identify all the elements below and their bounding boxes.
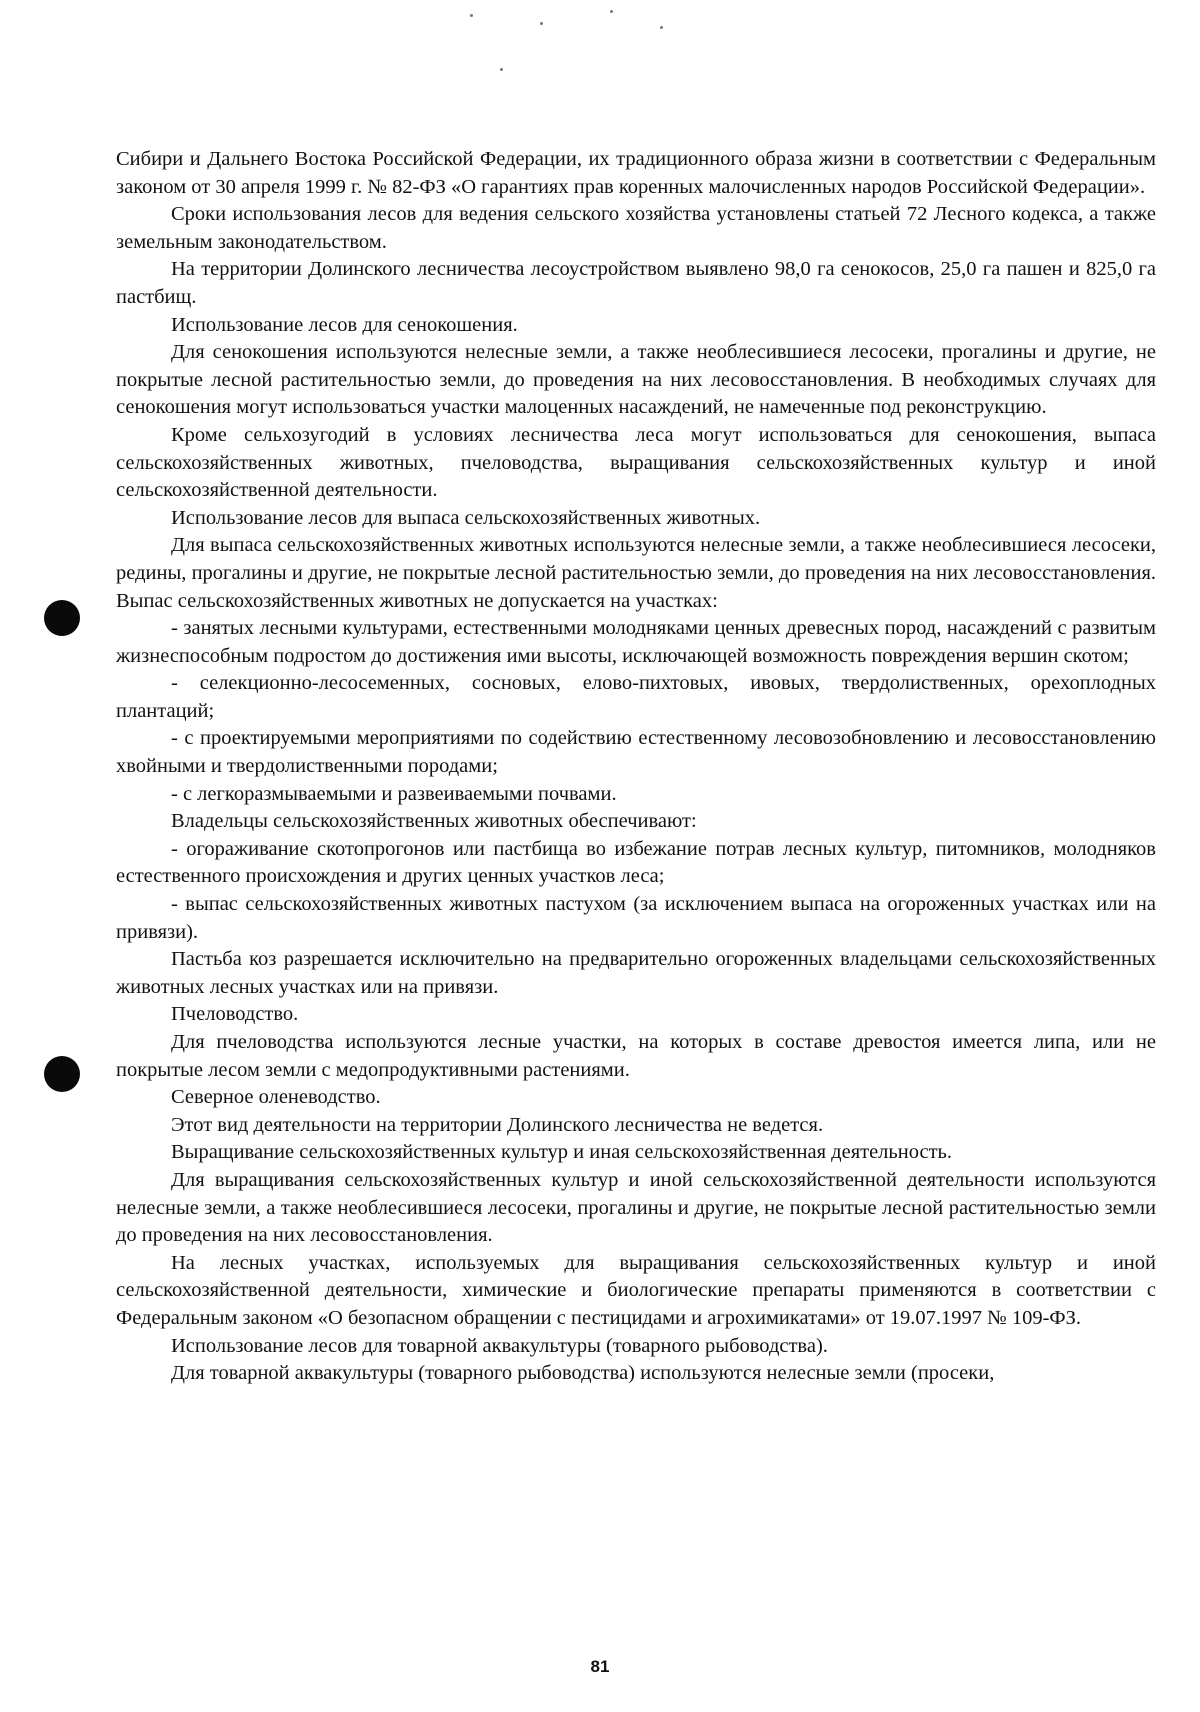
section-heading: Использование лесов для товарной аквакультуры (товарного рыбоводства).	[171, 1334, 828, 1357]
paragraph: Для выращивания сельскохозяйственных культур и иной сельскохозяйственной деятельности используются нелесные земли, а также необлесившиеся лесосеки, прогалины и другие, не покрытые лесной растительностью земли до проведения на них лесовосстановления.	[116, 1168, 1156, 1247]
scan-speck	[540, 22, 543, 25]
list-item: - огораживание скотопрогонов или пастбища во избежание потрав лесных культур, питомников, молодняков естественного происхождения и других ценных участков леса;	[116, 837, 1156, 888]
paragraph: Сибири и Дальнего Востока Российской Федерации, их традиционного образа жизни в соответствии с Федеральным законом от 30 апреля 1999 г. № 82-ФЗ «О гарантиях прав коренных малочисленных народов Российской Федерации».	[116, 148, 1156, 198]
scan-speck	[610, 10, 613, 13]
punch-hole	[44, 1056, 80, 1092]
paragraph: Для сенокошения используются нелесные земли, а также необлесившиеся лесосеки, прогалины и другие, не покрытые лесной растительностью земли, до проведения на них лесовосстановления. В необходимых случаях для сенокошения могут использоваться участки малоценных насаждений, не намеченные под реконструкцию.	[116, 341, 1156, 419]
scan-speck	[660, 26, 663, 29]
paragraph: Владельцы сельскохозяйственных животных обеспечивают:	[171, 810, 697, 833]
punch-hole	[44, 600, 80, 636]
scan-speck	[500, 68, 503, 71]
paragraph: Для пчеловодства используются лесные участки, на которых в составе древостоя имеется липа, или не покрытые лесом земли с медопродуктивными растениями.	[116, 1031, 1156, 1081]
list-item: - селекционно-лесосеменных, сосновых, елово-пихтовых, ивовых, твердолиственных, орехоплодных плантаций;	[116, 672, 1156, 722]
paragraph: На лесных участках, используемых для выращивания сельскохозяйственных культур и иной сельскохозяйственной деятельности, химические и биологические препараты применяются в соответствии с Федеральным законом «О безопасном обращении с пестицидами и агрохимикатами» от 19.07.1997 № 109-ФЗ.	[116, 1251, 1156, 1329]
section-heading: Северное оленеводство.	[171, 1086, 381, 1109]
section-heading: Использование лесов для сенокошения.	[171, 313, 518, 336]
paragraph: Для товарной аквакультуры (товарного рыбоводства) используются нелесные земли (просеки,	[171, 1362, 995, 1385]
paragraph: Пастьба коз разрешается исключительно на предварительно огороженных владельцами сельскохозяйственных животных лесных участках или на привязи.	[116, 948, 1156, 998]
section-heading: Пчеловодство.	[171, 1003, 299, 1026]
paragraph: На территории Долинского лесничества лесоустройством выявлено 98,0 га сенокосов, 25,0 га пашен и 825,0 га пастбищ.	[116, 258, 1156, 308]
paragraph: Этот вид деятельности на территории Долинского лесничества не ведется.	[171, 1113, 824, 1136]
list-item: - занятых лесными культурами, естественными молодняками ценных древесных пород, насаждений с развитым жизнеспособным подростом до достижения ими высоты, исключающей возможность повреждения вершин скотом;	[116, 617, 1156, 667]
section-heading: Использование лесов для выпаса сельскохозяйственных животных.	[171, 506, 761, 529]
paragraph: Кроме сельхозугодий в условиях лесничества леса могут использоваться для сенокошения, выпаса сельскохозяйственных животных, пчеловодства, выращивания сельскохозяйственных культур и иной сельскохозяйственной деятельности.	[116, 423, 1156, 502]
paragraph: Сроки использования лесов для ведения сельского хозяйства установлены статьей 72 Лесного кодекса, а также земельным законодательством.	[116, 203, 1156, 253]
body-text	[116, 146, 1156, 1388]
scan-speck	[470, 14, 473, 17]
page-number: 81	[590, 1657, 610, 1676]
section-heading: Выращивание сельскохозяйственных культур и иная сельскохозяйственная деятельность.	[171, 1141, 953, 1164]
paragraph: Для выпаса сельскохозяйственных животных используются нелесные земли, а также необлесившиеся лесосеки, редины, прогалины и другие, не покрытые лесной растительностью земли, до проведения на них лесовосстановления. Выпас сельскохозяйственных животных не допускается на участках:	[116, 534, 1156, 612]
list-item: - с проектируемыми мероприятиями по содействию естественному лесовозобновлению и лесовосстановлению хвойными и твердолиственными породами;	[116, 727, 1156, 778]
list-item: - выпас сельскохозяйственных животных пастухом (за исключением выпаса на огороженных участках или на привязи).	[116, 893, 1156, 943]
list-item: - с легкоразмываемыми и развеиваемыми почвами.	[171, 782, 617, 805]
